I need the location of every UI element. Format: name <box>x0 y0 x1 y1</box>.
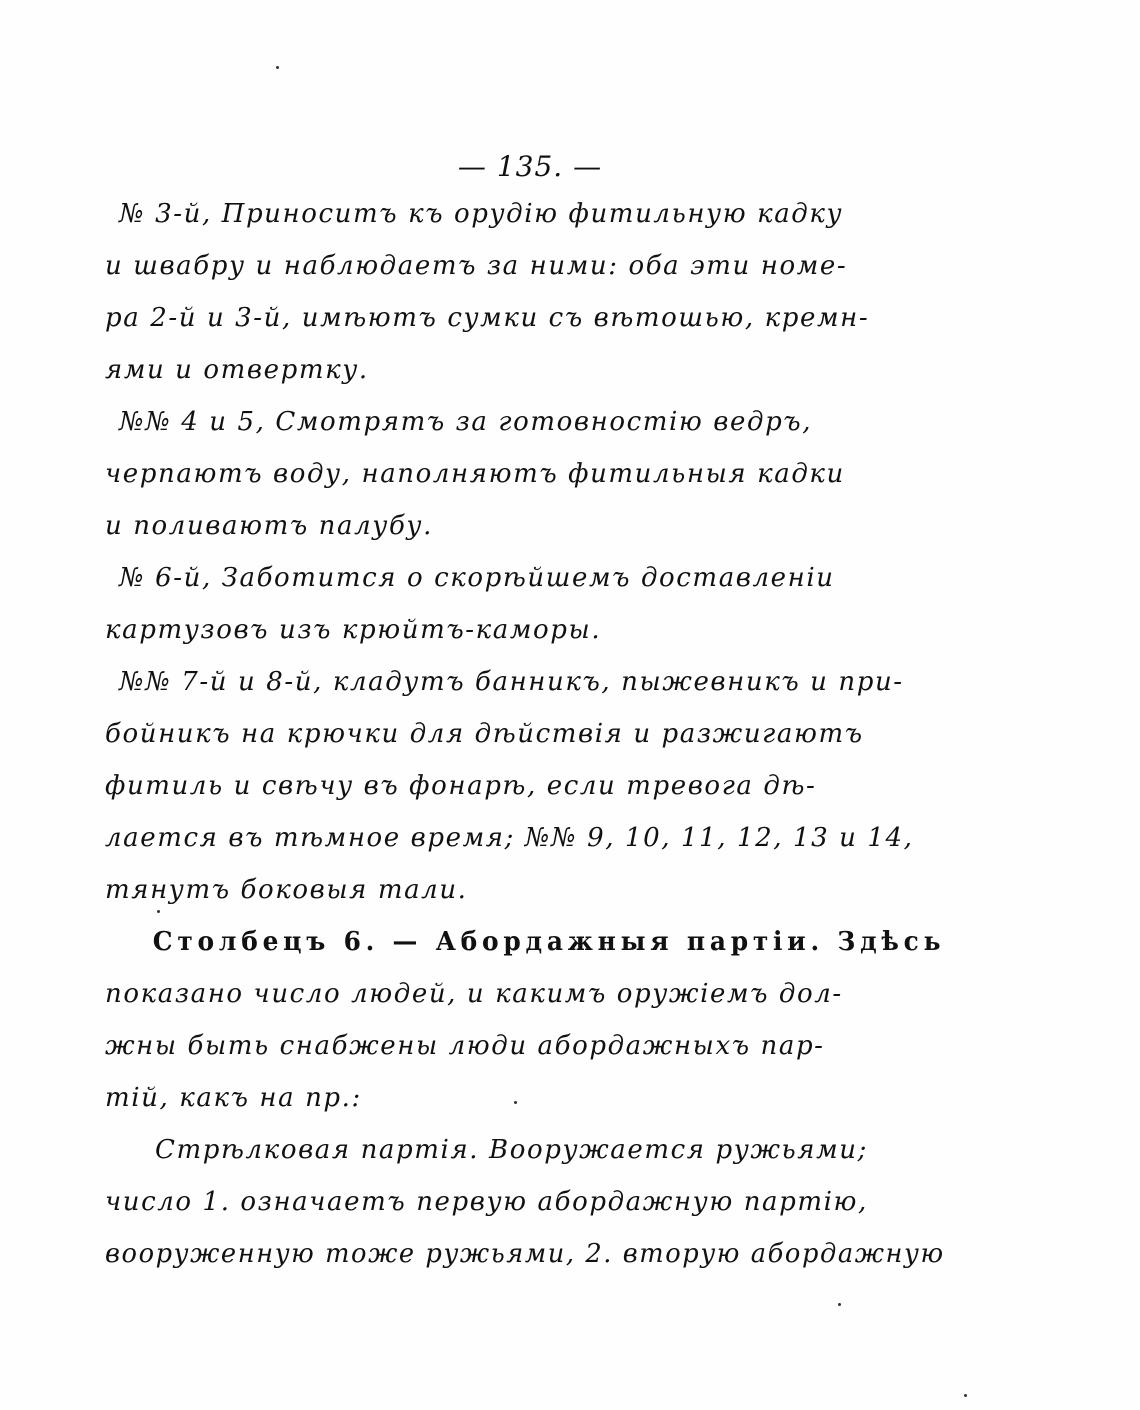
text-line: картузовъ изъ крюйтъ-каморы. <box>105 615 602 645</box>
text-line: число 1. означаетъ первую абордажную партію, <box>105 1187 868 1217</box>
text-line: черпаютъ воду, наполняютъ фитильныя кадки <box>105 459 845 489</box>
paper-speck <box>514 1101 517 1104</box>
text-line: Стрѣлковая партія. Вооружается ружьями; <box>155 1135 868 1165</box>
text-line: и швабру и наблюдаетъ за ними: оба эти номе- <box>105 251 848 281</box>
text-line: № 6-й, Заботится о скорѣйшемъ доставленіи <box>119 563 835 593</box>
text-line: №№ 7-й и 8-й, кладутъ банникъ, пыжевникъ и при- <box>119 667 904 697</box>
paper-speck <box>157 910 160 913</box>
section-heading: Столбецъ 6. — Абордажныя партіи. Здѣсь <box>152 927 946 957</box>
text-line: №№ 4 и 5, Смотрятъ за готовностію ведръ, <box>119 407 813 437</box>
text-line: вооруженную тоже ружьями, 2. вторую абордажную <box>105 1239 945 1269</box>
text-line: тянутъ боковыя тали. <box>105 875 468 905</box>
text-line: фитиль и свѣчу въ фонарѣ, если тревога дѣ- <box>105 771 817 801</box>
paper-speck <box>964 1394 967 1397</box>
page-number: — 135. — <box>457 150 603 183</box>
text-line: жны быть снабжены люди абордажныхъ пар- <box>105 1031 825 1061</box>
text-line: и поливаютъ палубу. <box>105 511 433 541</box>
text-line: № 3-й, Приноситъ къ орудію фитильную кадку <box>119 199 844 229</box>
handwritten-text-block <box>105 188 945 1280</box>
text-line: ями и отвертку. <box>105 355 369 385</box>
text-line: ра 2-й и 3-й, имѣютъ сумки съ вѣтошью, кремн- <box>105 303 870 333</box>
text-line: тій, какъ на пр.: <box>105 1083 362 1113</box>
text-line: лается въ тѣмное время; №№ 9, 10, 11, 12, 13 и 14, <box>105 823 914 853</box>
paper-speck <box>838 1303 841 1306</box>
text-line: показано число людей, и какимъ оружіемъ дол- <box>105 979 843 1009</box>
paper-speck <box>276 66 279 69</box>
text-line: бойникъ на крючки для дѣйствія и разжигаютъ <box>105 719 864 749</box>
